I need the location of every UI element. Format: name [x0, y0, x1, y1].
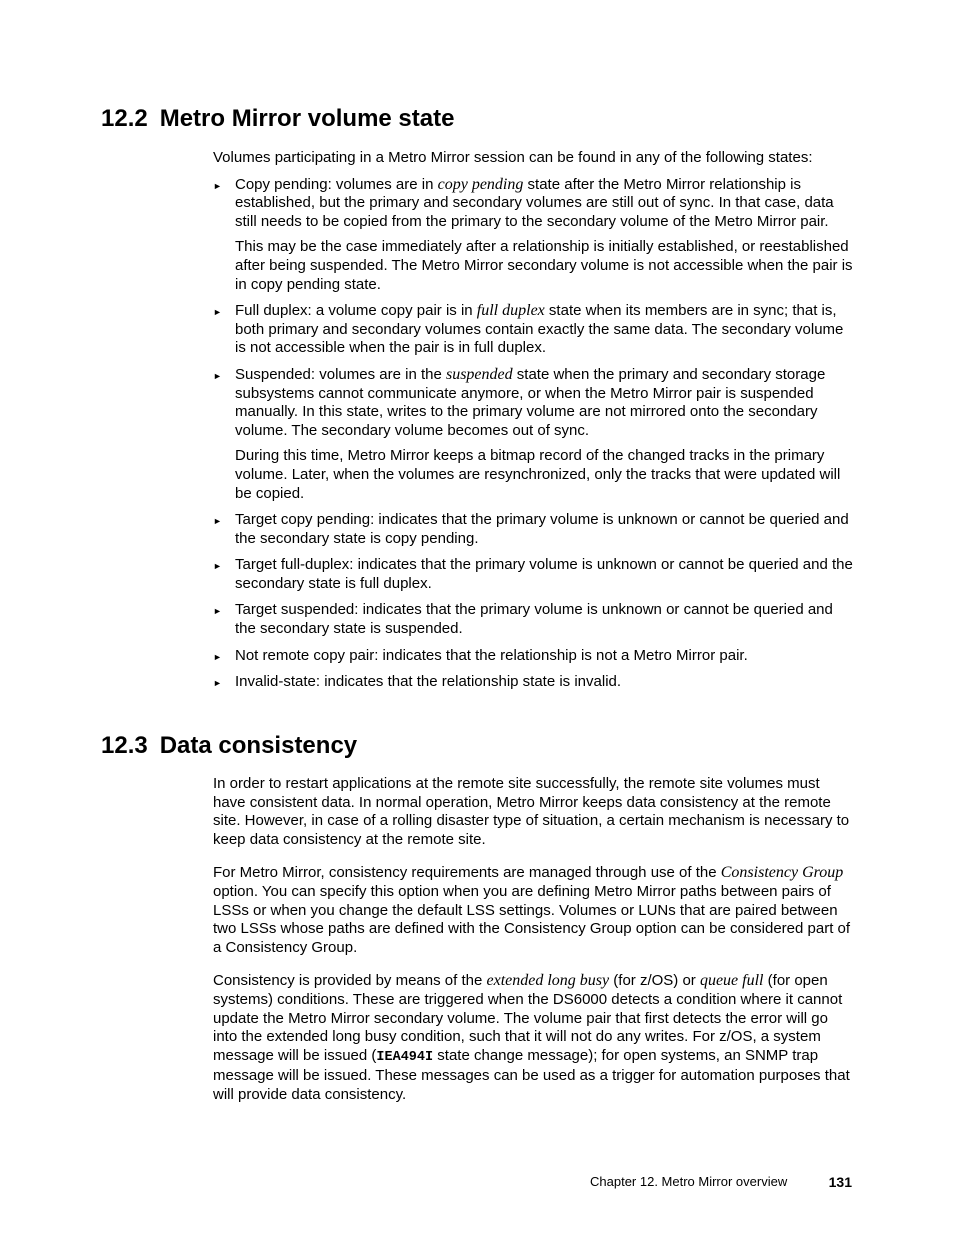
section-number: 12.3 — [101, 732, 148, 759]
text: state change message); for open systems, an SNMP trap message will be issued. These messages can be used as a trigger for automation purposes that will provide data consistency. — [213, 1046, 850, 1103]
text: option. You can specify this option when you are defining Metro Mirror paths between pairs of LSSs or when you change the default LSS settings. Volumes or LUNs that are paired between two LSSs whose paths are defined with the Consistency Group option can be considered part of a Consistency Group. — [213, 882, 851, 956]
text: Full duplex: a volume copy pair is in — [235, 302, 477, 320]
list-item — [213, 176, 855, 295]
list-item — [213, 302, 855, 358]
states-list — [213, 176, 855, 692]
list-item — [213, 511, 855, 548]
code-message-id: IEA494I — [376, 1049, 434, 1065]
emphasis: queue full — [699, 972, 764, 990]
emphasis: copy pending — [437, 175, 524, 193]
section-title: Data consistency — [159, 732, 358, 759]
list-item — [213, 647, 855, 666]
text: Target suspended: indicates that the primary volume is unknown or cannot be queried and the secondary state is suspended. — [235, 601, 833, 638]
emphasis: full duplex — [476, 302, 545, 320]
bullet-arrow-icon: ► — [213, 516, 222, 527]
section-body-12-3 — [213, 775, 855, 1120]
page-footer — [590, 1173, 852, 1191]
text: For Metro Mirror, consistency requirements are managed through use of the — [213, 864, 721, 882]
bullet-arrow-icon: ► — [213, 606, 222, 617]
text: Invalid-state: indicates that the relationship state is invalid. — [235, 673, 622, 691]
section-title: Metro Mirror volume state — [159, 105, 455, 132]
continuation-paragraph: During this time, Metro Mirror keeps a bitmap record of the changed tracks in the primary volume. Later, when the volumes are resynchronized, only the tracks that were updated will be copied. — [235, 447, 841, 502]
list-item — [213, 673, 855, 692]
text: Copy pending: volumes are in — [235, 175, 438, 193]
list-item — [213, 556, 855, 593]
emphasis: Consistency Group — [720, 864, 844, 882]
text: Suspended: volumes are in the — [235, 365, 446, 383]
emphasis: suspended — [445, 365, 513, 383]
section-body-12-2 — [213, 149, 855, 700]
bullet-arrow-icon: ► — [213, 561, 222, 572]
paragraph — [213, 864, 855, 957]
text: Target copy pending: indicates that the primary volume is unknown or cannot be queried and the secondary state is copy pending. — [235, 511, 849, 547]
text: Consistency is provided by means of the — [213, 972, 487, 990]
bullet-arrow-icon: ► — [213, 180, 222, 191]
section-heading-12-3 — [101, 732, 357, 760]
intro-paragraph: Volumes participating in a Metro Mirror session can be found in any of the following states: — [213, 149, 813, 166]
section-number: 12.2 — [101, 105, 148, 132]
list-item — [213, 366, 855, 503]
section-heading-12-2 — [101, 105, 454, 133]
emphasis: extended long busy — [486, 972, 610, 990]
paragraph: In order to restart applications at the remote site successfully, the remote site volumes must have consistent data. In normal operation, Metro Mirror keeps data consistency at the remote site. However, in case of a rolling disaster type of situation, a certain mechanism is necessary to keep data consistency at the remote site. — [213, 775, 850, 848]
text: (for open systems) conditions. These are triggered when the DS6000 detects a condition where it cannot update the Metro Mirror secondary volume. The volume pair that first detects the error will go into the extended long busy condition, such that it will not do any writes. For z/OS, a system message will be issued ( — [213, 972, 843, 1064]
bullet-arrow-icon: ► — [213, 651, 222, 662]
list-item — [213, 601, 855, 638]
text: state when the primary and secondary storage subsystems cannot communicate anymore, or when the Metro Mirror pair is suspended manually. In this state, writes to the primary volume are not mirrored onto the secondary volume. The secondary volume becomes out of sync. — [235, 365, 826, 439]
bullet-arrow-icon: ► — [213, 678, 222, 689]
text: Target full-duplex: indicates that the primary volume is unknown or cannot be queried and the secondary state is full duplex. — [235, 556, 853, 592]
text: (for z/OS) or — [609, 972, 700, 990]
paragraph — [213, 972, 855, 1104]
page-number: 131 — [828, 1174, 852, 1190]
bullet-arrow-icon: ► — [213, 370, 222, 381]
bullet-arrow-icon: ► — [213, 307, 222, 318]
text: Not remote copy pair: indicates that the relationship is not a Metro Mirror pair. — [235, 646, 748, 664]
text: state when its members are in sync; that is, both primary and secondary volumes contain exactly the same data. The secondary volume is not accessible when the pair is in full duplex. — [235, 302, 844, 357]
text: state after the Metro Mirror relationship is established, but the primary and secondary volumes are still out of sync. In that case, data still needs to be copied from the primary to the secondary volume of the Metro Mirror pair. — [235, 175, 834, 230]
continuation-paragraph: This may be the case immediately after a relationship is initially established, or reestablished after being suspended. The Metro Mirror secondary volume is not accessible when the pair is in copy pending state. — [235, 238, 853, 293]
footer-chapter: Chapter 12. Metro Mirror overview — [590, 1174, 788, 1189]
